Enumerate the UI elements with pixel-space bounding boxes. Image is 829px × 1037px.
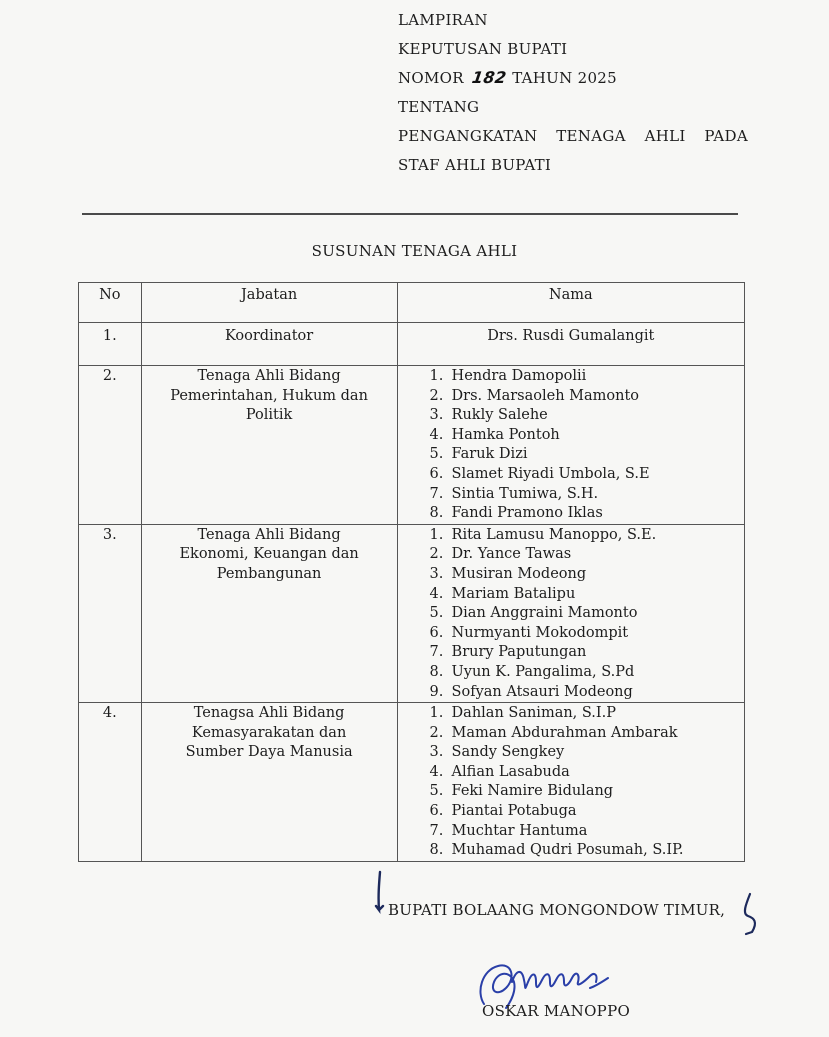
jabatan-line: Politik [245, 407, 293, 424]
list-item: 2. Drs. Marsaoleh Mamonto [429, 387, 640, 404]
row-no: 1. [79, 323, 142, 366]
row-jabatan: Koordinator [141, 323, 397, 366]
list-item: 7. Brury Paputungan [429, 644, 587, 661]
list-item: 2. Dr. Yance Tawas [429, 546, 572, 563]
list-item: 4. Hamka Pontoh [429, 426, 560, 443]
list-item: 6. Slamet Riyadi Umbola, S.E [429, 465, 650, 482]
row-jabatan [141, 366, 397, 525]
table-row [79, 366, 745, 525]
table-header-row [79, 283, 745, 323]
row-no: 4. [79, 703, 142, 862]
header-divider [82, 213, 738, 215]
table-row [79, 524, 745, 702]
header-no: No [79, 283, 142, 323]
table-row [79, 323, 745, 366]
row-jabatan [141, 524, 397, 702]
row-no: 3. [79, 524, 142, 702]
list-item: 4. Alfian Lasabuda [429, 763, 570, 780]
list-item: 3. Rukly Salehe [429, 407, 548, 424]
subject-line-1 [398, 126, 748, 155]
row-nama: Drs. Rusdi Gumalangit [397, 323, 744, 366]
jabatan-line: Sumber Daya Manusia [185, 744, 353, 761]
keputusan-label: KEPUTUSAN BUPATI [398, 40, 568, 58]
paraf-mark-icon [736, 892, 764, 936]
jabatan-line: Ekonomi, Keuangan dan [179, 546, 359, 563]
list-item: 6. Piantai Potabuga [429, 803, 577, 820]
jabatan-line: Tenagsa Ahli Bidang [193, 705, 345, 722]
list-item: 5. Feki Namire Bidulang [429, 783, 614, 800]
jabatan-line: Tenaga Ahli Bidang [197, 526, 341, 543]
tenaga-ahli-table [78, 282, 745, 862]
header-jabatan: Jabatan [141, 283, 397, 323]
list-item: 4. Mariam Batalipu [429, 585, 576, 602]
signatory-name: OSKAR MANOPPO [482, 1002, 631, 1020]
paraf-mark-icon [372, 870, 388, 918]
tahun-label: TAHUN 2025 [512, 69, 617, 87]
document-title: SUSUNAN TENAGA AHLI [311, 242, 518, 260]
row-nama-list [397, 366, 744, 525]
list-item: 2. Maman Abdurahman Ambarak [429, 724, 678, 741]
row-nama-list [397, 524, 744, 702]
table-row [79, 703, 745, 862]
list-item: 7. Muchtar Hantuma [429, 822, 588, 839]
jabatan-line: Pembangunan [216, 565, 322, 582]
list-item: 8. Fandi Pramono Iklas [429, 505, 603, 522]
signature-block [372, 870, 792, 1030]
subject-word: PADA [704, 127, 748, 145]
jabatan-line: Kemasyarakatan dan [191, 724, 347, 741]
list-item: 1. Dahlan Saniman, S.I.P [429, 705, 617, 722]
list-item: 9. Sofyan Atsauri Modeong [429, 683, 633, 700]
list-item: 6. Nurmyanti Mokodompit [429, 624, 629, 641]
list-item: 8. Muhamad Qudri Posumah, S.IP. [429, 842, 684, 859]
row-no: 2. [79, 366, 142, 525]
list-item: 1. Rita Lamusu Manoppo, S.E. [429, 526, 657, 543]
list-item: 5. Dian Anggraini Mamonto [429, 605, 638, 622]
subject-word: AHLI [644, 127, 686, 145]
list-item: 3. Sandy Sengkey [429, 744, 565, 761]
list-item: 8. Uyun K. Pangalima, S.Pd [429, 663, 635, 680]
subject-word: PENGANGKATAN [398, 127, 538, 145]
nomor-handwritten-value: 182 [470, 68, 508, 87]
nomor-line [398, 68, 798, 97]
nomor-label: NOMOR [398, 69, 464, 87]
list-item: 3. Musiran Modeong [429, 565, 587, 582]
jabatan-line: Tenaga Ahli Bidang [197, 368, 341, 384]
row-jabatan [141, 703, 397, 862]
lampiran-label: LAMPIRAN [398, 11, 488, 29]
jabatan-line: Pemerintahan, Hukum dan [170, 387, 368, 404]
signatory-title: BUPATI BOLAANG MONGONDOW TIMUR, [388, 901, 726, 919]
header-nama: Nama [397, 283, 744, 323]
list-item: 7. Sintia Tumiwa, S.H. [429, 485, 599, 502]
subject-line-2: STAF AHLI BUPATI [398, 156, 552, 174]
list-item: 1. Hendra Damopolii [429, 368, 587, 384]
subject-word: TENAGA [556, 127, 626, 145]
row-nama-list [397, 703, 744, 862]
tentang-label: TENTANG [398, 98, 480, 116]
attachment-header [398, 10, 798, 184]
list-item: 5. Faruk Dizi [429, 446, 528, 463]
